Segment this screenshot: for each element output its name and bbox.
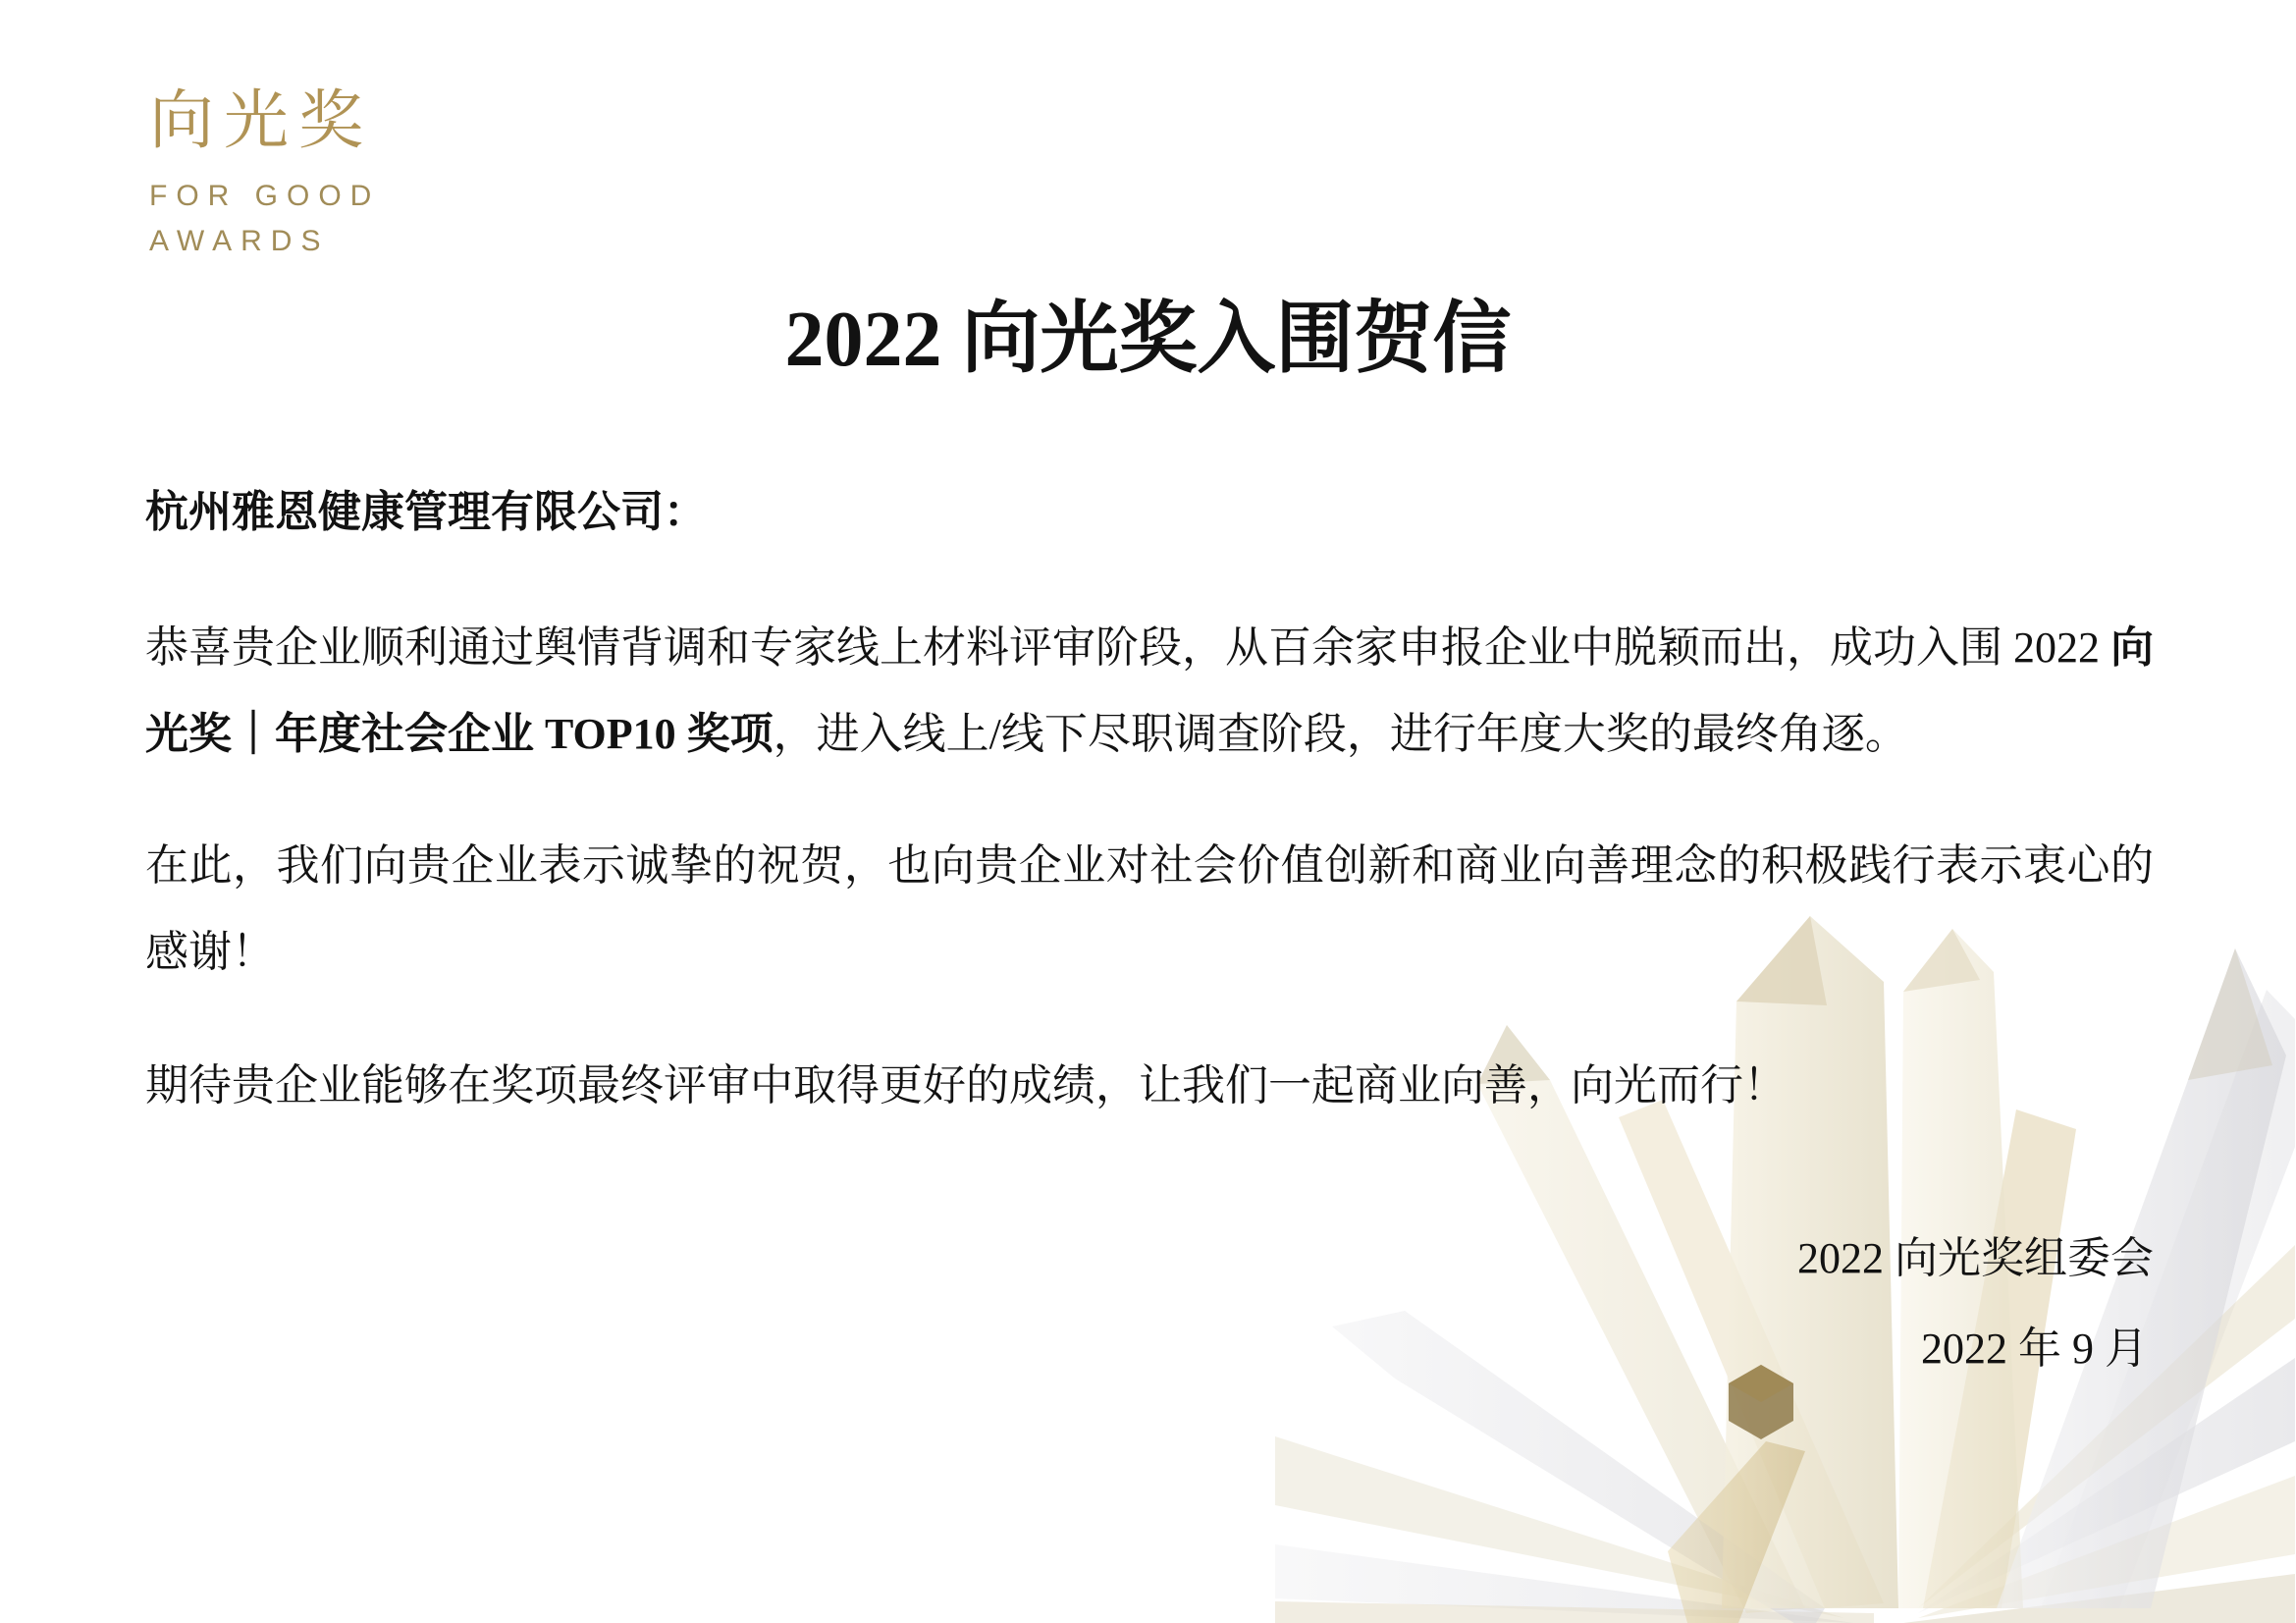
paragraph-1-text: 恭喜贵企业顺利通过舆情背调和专家线上材料评审阶段，从百余家申报企业中脱颖而出，成功入围 2022 (145, 623, 2110, 672)
forgood-logo (149, 86, 380, 264)
signature-date: 2022 年 9 月 (1921, 1325, 2148, 1373)
logo-en-line1: FOR GOOD (149, 179, 381, 212)
letter-title: 2022 向光奖入围贺信 (784, 297, 1512, 383)
paragraph-1 (145, 605, 2154, 778)
signature-organization: 2022 向光奖组委会 (1797, 1234, 2154, 1282)
logo-cjk-text: 向光奖 (149, 85, 373, 157)
paragraph-2: 在此，我们向贵企业表示诚挚的祝贺，也向贵企业对社会价值创新和商业向善理念的积极践行表示衷心的感谢！ (145, 841, 2154, 976)
signature-block (145, 1214, 2154, 1394)
logo-en-line2: AWARDS (149, 224, 330, 257)
paragraph-1-bold-award-name: 向光奖｜年度社会企业 TOP10 奖项 (145, 623, 2154, 758)
letter-body (145, 469, 2154, 1394)
paragraph-3: 期待贵企业能够在奖项最终评审中取得更好的成绩，让我们一起商业向善，向光而行！ (145, 1061, 1787, 1109)
addressee-line: 杭州雅恩健康管理有限公司： (145, 488, 707, 536)
paragraph-1-tail: ，进入线上/线下尽职调查阶段，进行年度大奖的最终角逐。 (773, 710, 1908, 758)
